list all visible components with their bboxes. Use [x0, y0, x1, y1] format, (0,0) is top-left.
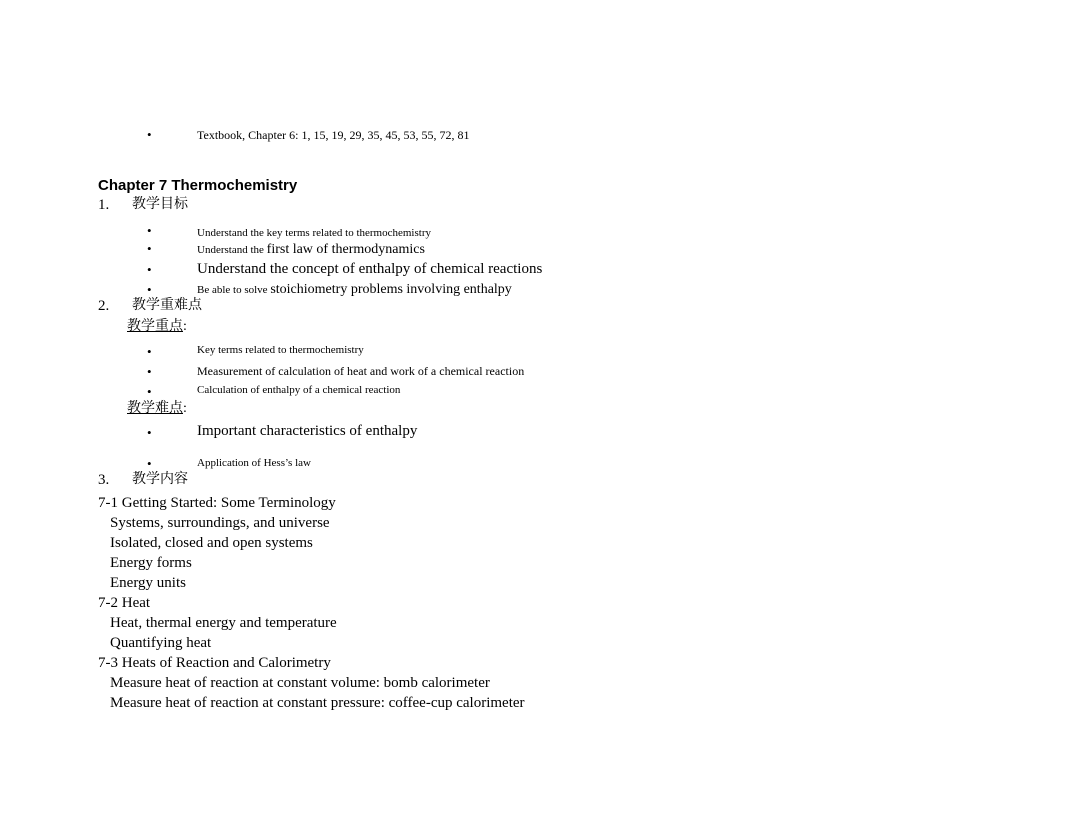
bullet-icon	[147, 365, 152, 378]
content-line-6: 7-2 Heat	[98, 595, 151, 611]
objective-item-4: Be able to solve stoichiometry problems involving enthalpy	[197, 282, 512, 297]
objective-item-1: Understand the key terms related to thermochemistry	[197, 227, 431, 239]
content-line-11: Measure heat of reaction at constant pressure: coffee-cup calorimeter	[110, 695, 525, 711]
content-line-10: Measure heat of reaction at constant volume: bomb calorimeter	[110, 675, 490, 691]
bullet-icon	[147, 128, 152, 141]
focus-item-1: Key terms related to thermochemistry	[197, 344, 364, 356]
difficulty-item-2: Application of Hess’s law	[197, 457, 311, 469]
objective-item-2: Understand the first law of thermodynamics	[197, 242, 425, 257]
section1-heading: 教学目标	[132, 196, 188, 212]
difficulty-label: 教学难点:	[127, 400, 187, 416]
focus-label: 教学重点:	[127, 318, 187, 334]
bullet-icon	[147, 283, 152, 296]
bullet-icon	[147, 457, 152, 470]
bullet-icon	[147, 345, 152, 358]
chapter-title: Chapter 7 Thermochemistry	[98, 177, 298, 194]
content-line-4: Energy forms	[110, 555, 192, 571]
content-line-5: Energy units	[110, 575, 186, 591]
objective-item-3: Understand the concept of enthalpy of chemical reactions	[197, 261, 543, 277]
content-line-7: Heat, thermal energy and temperature	[110, 615, 337, 631]
content-line-2: Systems, surroundings, and universe	[110, 515, 330, 531]
section3-heading: 教学内容	[132, 471, 188, 487]
textbook-item: Textbook, Chapter 6: 1, 15, 19, 29, 35, 45, 53, 55, 72, 81	[197, 128, 470, 142]
focus-item-2: Measurement of calculation of heat and work of a chemical reaction	[197, 364, 525, 378]
content-line-1: 7-1 Getting Started: Some Terminology	[98, 495, 336, 511]
bullet-icon	[147, 426, 152, 439]
bullet-icon	[147, 224, 152, 237]
focus-item-3: Calculation of enthalpy of a chemical reaction	[197, 384, 401, 396]
bullet-icon	[147, 385, 152, 398]
bullet-icon	[147, 263, 152, 276]
content-line-8: Quantifying heat	[110, 635, 212, 651]
section2-heading: 教学重难点	[132, 297, 202, 313]
bullet-icon	[147, 242, 152, 255]
section2-number: 2.	[98, 298, 110, 314]
content-line-9: 7-3 Heats of Reaction and Calorimetry	[98, 655, 331, 671]
section3-number: 3.	[98, 472, 110, 488]
difficulty-item-1: Important characteristics of enthalpy	[197, 423, 418, 439]
content-line-3: Isolated, closed and open systems	[110, 535, 313, 551]
section1-number: 1.	[98, 197, 110, 213]
